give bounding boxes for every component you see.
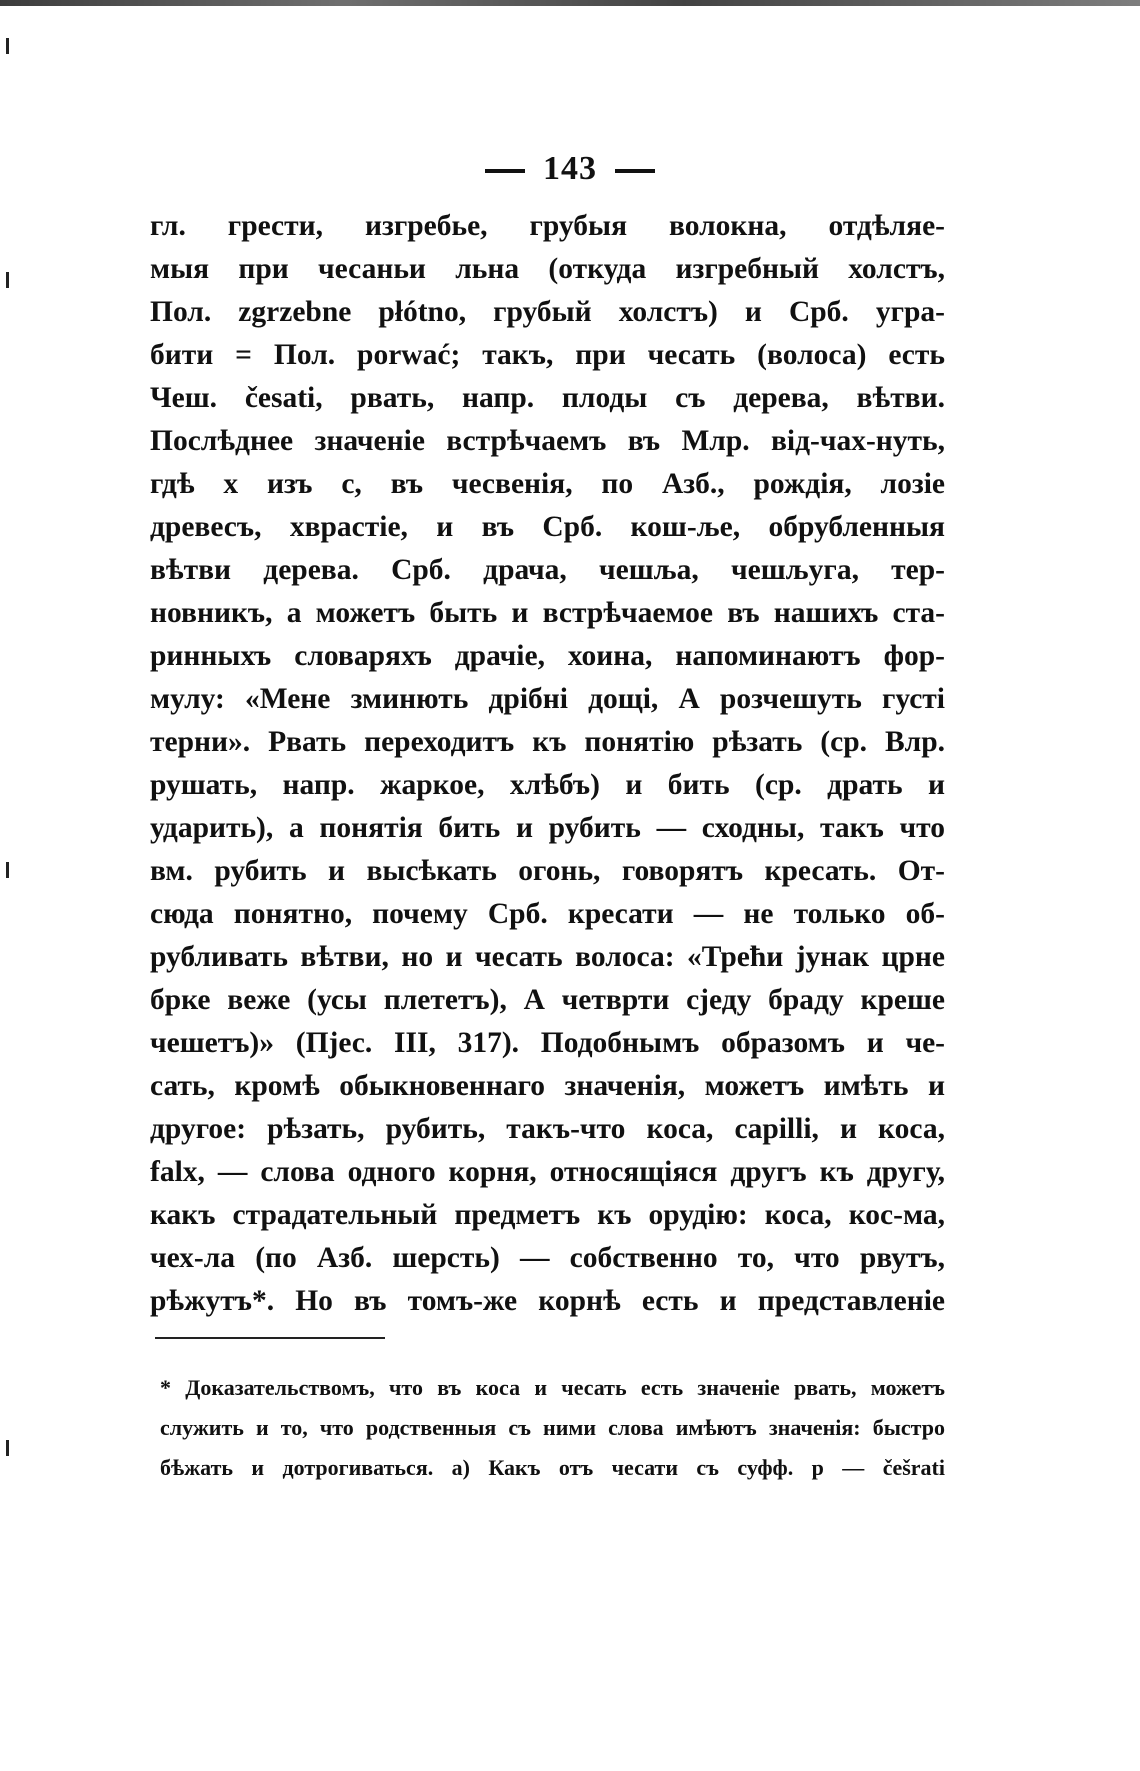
text-line: рушать, напр. жаркое, хлѣбъ) и бить (ср. драть и: [150, 769, 945, 801]
footnote: [160, 1368, 945, 1488]
text-line: брке веже (усы плететъ), А четврти сједу браду креше: [150, 984, 945, 1016]
footnote-divider: [155, 1337, 385, 1339]
text-line: новникъ, а можетъ быть и встрѣчаемое въ нашихъ ста-: [150, 597, 945, 629]
text-line: рубливать вѣтви, но и чесать волоса: «Трећи јунак црне: [150, 941, 945, 973]
footnote-line: служить и то, что родственныя съ ними слова имѣютъ значенія: быстро: [160, 1415, 945, 1440]
page-header: [0, 150, 1140, 188]
main-text: [150, 205, 945, 1323]
text-line: Чеш. česati, рвать, напр. плоды съ дерева, вѣтви.: [150, 382, 945, 414]
header-dash-left: [485, 169, 525, 173]
text-line: какъ страдательный предметъ къ орудію: коса, кос-ма,: [150, 1199, 945, 1231]
text-line: гл. грести, изгребье, грубыя волокна, отдѣляе-: [150, 210, 945, 242]
text-line: мулу: «Мене зминють дрібні дощі, А розчешуть густі: [150, 683, 945, 715]
text-line: чех-ла (по Азб. шерсть) — собственно то, что рвутъ,: [150, 1242, 945, 1274]
header-dash-right: [615, 169, 655, 173]
margin-mark: [6, 1440, 9, 1456]
text-line: бити = Пол. porwać; такъ, при чесать (волоса) есть: [150, 339, 945, 371]
margin-mark: [6, 38, 9, 54]
text-line: falx, — слова одного корня, относящіяся другъ къ другу,: [150, 1156, 945, 1188]
scan-top-edge: [0, 0, 1140, 6]
text-line: сюда понятно, почему Срб. кресати — не только об-: [150, 898, 945, 930]
text-line: ударить), а понятія бить и рубить — сходны, такъ что: [150, 812, 945, 844]
text-line: ринныхъ словаряхъ драчіе, хоина, напоминаютъ фор-: [150, 640, 945, 672]
text-line: Пол. zgrzebne płótno, грубый холстъ) и Срб. угра-: [150, 296, 945, 328]
footnote-line: бѣжать и дотрогиваться. а) Какъ отъ чесати съ суфф. р — češrati: [160, 1455, 945, 1480]
text-line: сать, кромѣ обыкновеннаго значенія, можетъ имѣть и: [150, 1070, 945, 1102]
footnote-line: * Доказательствомъ, что въ коса и чесать есть значеніе рвать, можетъ: [160, 1375, 945, 1400]
text-line: другое: рѣзать, рубить, такъ-что коса, capilli, и коса,: [150, 1113, 945, 1145]
text-line: терни». Рвать переходитъ къ понятію рѣзать (ср. Влр.: [150, 726, 945, 758]
text-line: Послѣднее значеніе встрѣчаемъ въ Млр. вiд-чах-нуть,: [150, 425, 945, 457]
margin-mark: [6, 272, 9, 288]
text-line: древесъ, хврастіе, и въ Срб. кош-ље, обрубленныя: [150, 511, 945, 543]
margin-mark: [6, 862, 9, 878]
text-line: гдѣ х изъ с, въ чесвенія, по Азб., рождія, лозіе: [150, 468, 945, 500]
text-line: чешетъ)» (Пјес. III, 317). Подобнымъ образомъ и че-: [150, 1027, 945, 1059]
text-line: рѣжутъ*. Но въ томъ-же корнѣ есть и представленіе: [150, 1285, 945, 1317]
page-number: 143: [543, 150, 597, 187]
text-line: вѣтви дерева. Срб. драча, чешља, чешљуга, тер-: [150, 554, 945, 586]
text-line: вм. рубить и высѣкать огонь, говорятъ кресать. От-: [150, 855, 945, 887]
text-line: мыя при чесаньи льна (откуда изгребный холстъ,: [150, 253, 945, 285]
